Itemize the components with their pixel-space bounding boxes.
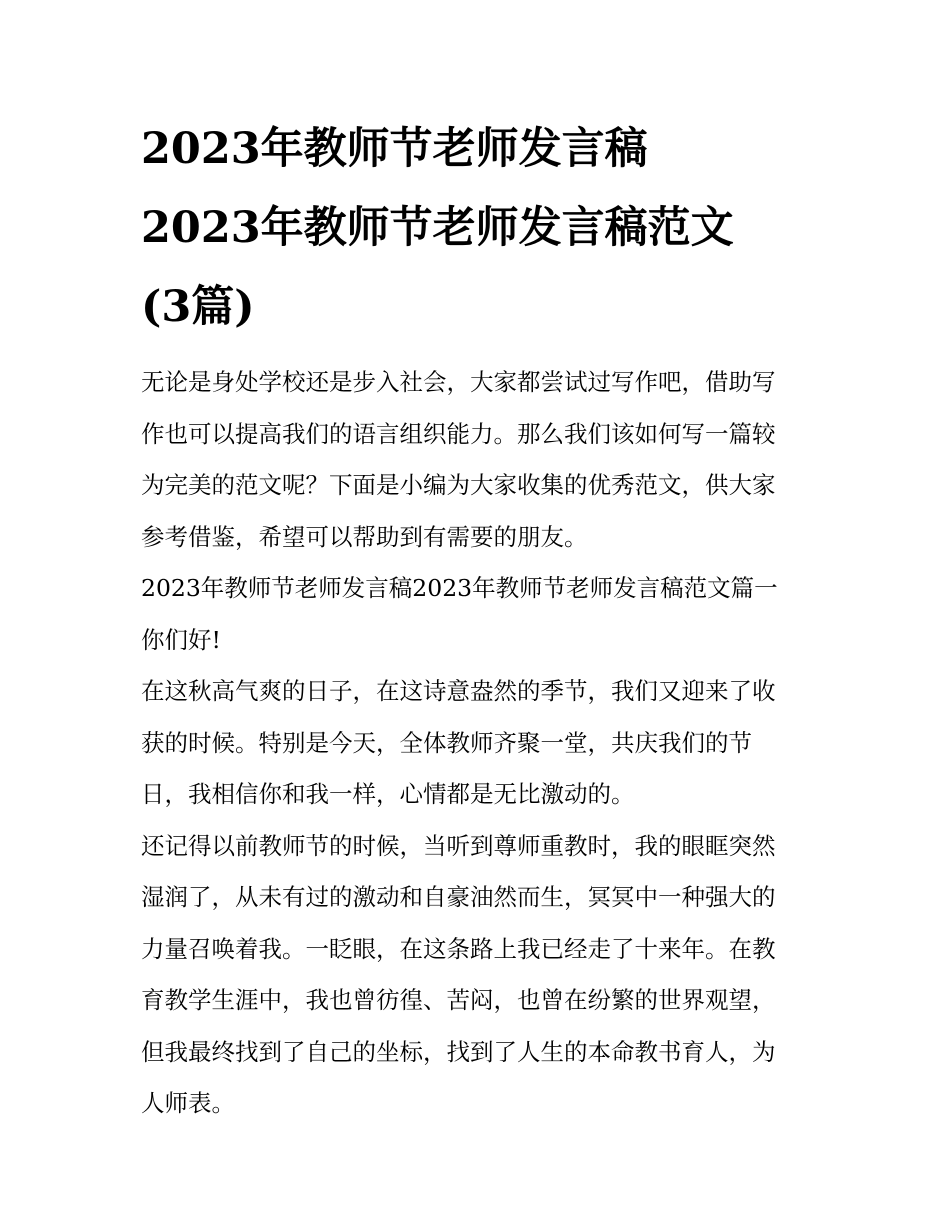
text-line: 你们好!	[141, 625, 221, 654]
title-line: 2023年教师节老师发言稿范文	[141, 203, 734, 253]
text-line: 作也可以提高我们的语言组织能力。那么我们该如何写一篇较	[141, 419, 776, 448]
text-line: 还记得以前教师节的时候，当听到尊师重教时，我的眼眶突然	[141, 831, 776, 860]
text-line: 人师表。	[141, 1089, 235, 1117]
text-line: 在这秋高气爽的日子，在这诗意盎然的季节，我们又迎来了收	[141, 677, 776, 705]
greeting-paragraph	[141, 615, 813, 667]
text-line: 力量召唤着我。一眨眼，在这条路上我已经走了十来年。在教	[141, 934, 776, 963]
text-line: 为完美的范文呢？下面是小编为大家收集的优秀范文，供大家	[141, 471, 776, 499]
text-line: 但我最终找到了自己的坐标，找到了人生的本命教书育人，为	[141, 1037, 776, 1066]
text-line: 获的时候。特别是今天，全体教师齐聚一堂，共庆我们的节	[141, 728, 752, 757]
text-line: 湿润了，从未有过的激动和自豪油然而生，冥冥中一种强大的	[141, 883, 776, 911]
body-paragraph	[141, 821, 813, 1130]
document-body	[141, 357, 813, 1130]
document-page	[141, 110, 813, 1130]
text-line: 育教学生涯中，我也曾彷徨、苦闷，也曾在纷繁的世界观望，	[141, 986, 776, 1014]
section-heading	[141, 563, 813, 615]
document-title	[141, 110, 813, 347]
title-line: 2023年教师节老师发言稿	[141, 124, 648, 174]
text-line: 无论是身处学校还是步入社会，大家都尝试过写作吧，借助写	[141, 368, 776, 396]
text-line: 日，我相信你和我一样，心情都是无比激动的。	[141, 780, 635, 808]
text-line: 参考借鉴，希望可以帮助到有需要的朋友。	[141, 522, 588, 551]
text-line: 2023年教师节老师发言稿2023年教师节老师发言稿范文篇一	[141, 574, 778, 602]
body-paragraph	[141, 666, 813, 821]
intro-paragraph	[141, 357, 813, 563]
title-line: (3篇)	[141, 282, 255, 332]
